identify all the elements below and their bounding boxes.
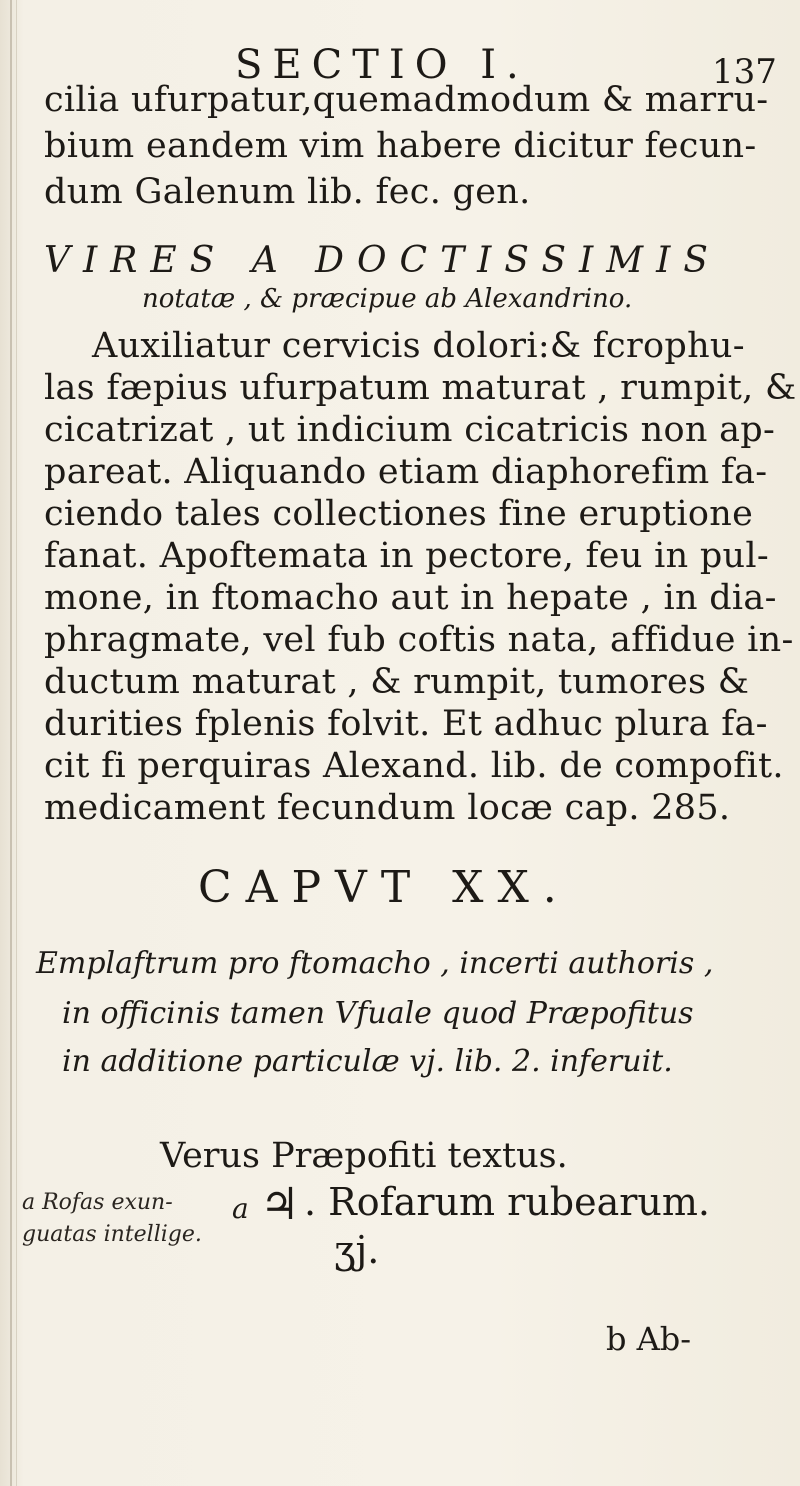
paragraph-line-5: ciendo tales collectiones fine eruptione (44, 494, 754, 534)
paragraph-line-12: medicament fecundum locæ cap. 285. (44, 788, 731, 828)
recipe-marker: a (232, 1192, 249, 1225)
chapter-heading: CAPVT XX. (198, 862, 571, 913)
emplastrum-line-1: Emplaftrum pro ftomacho , incerti authoris , (36, 946, 714, 981)
body-line-2: bium eandem vim habere dicitur fecun- (44, 126, 757, 166)
paragraph-line-11: cit fi perquiras Alexand. lib. de compofit. (44, 746, 784, 786)
body-line-1: cilia ufurpatur,quemadmodum & marru- (44, 80, 769, 120)
vires-heading: VIRES A DOCTISSIMIS (44, 240, 721, 281)
margin-note-line-2: guatas intellige. (22, 1222, 202, 1247)
paragraph-line-8: phragmate, vel fub coftis nata, affidue in- (44, 620, 794, 660)
vires-subheading: notatæ , & præcipue ab Alexandrino. (142, 284, 633, 314)
paragraph-line-2: las fæpius ufurpatum maturat , rumpit, & (44, 368, 797, 408)
body-line-3: dum Galenum lib. fec. gen. (44, 172, 531, 212)
paragraph-line-6: fanat. Apoftemata in pectore, feu in pul- (44, 536, 770, 576)
recipe-dose: ʒj. (334, 1228, 380, 1272)
paragraph-line-9: ductum maturat , & rumpit, tumores & (44, 662, 750, 702)
recipe-line: . Rofarum rubearum. (304, 1180, 710, 1224)
paragraph-line-1: Auxiliatur cervicis dolori:& fcrophu- (92, 326, 745, 366)
margin-note-line-1: a Rofas exun- (22, 1190, 173, 1215)
emplastrum-line-3: in additione particulæ vj. lib. 2. inferuit. (62, 1044, 673, 1079)
recipe-symbol-icon: ♃ (260, 1179, 300, 1230)
paragraph-line-10: durities fplenis folvit. Et adhuc plura fa- (44, 704, 768, 744)
verus-heading: Verus Præpofiti textus. (160, 1136, 568, 1176)
page-gutter-line-inner (16, 0, 17, 1486)
running-header: SECTIO I. (235, 42, 529, 88)
paragraph-line-4: pareat. Aliquando etiam diaphorefim fa- (44, 452, 768, 492)
paragraph-line-3: cicatrizat , ut indicium cicatricis non ap- (44, 410, 776, 450)
catchword: b Ab- (606, 1320, 692, 1358)
emplastrum-line-2: in officinis tamen Vfuale quod Præpofitus (62, 996, 694, 1031)
page-number: 137 (712, 52, 777, 92)
paragraph-line-7: mone, in ftomacho aut in hepate , in dia- (44, 578, 777, 618)
page-gutter-line (10, 0, 12, 1486)
